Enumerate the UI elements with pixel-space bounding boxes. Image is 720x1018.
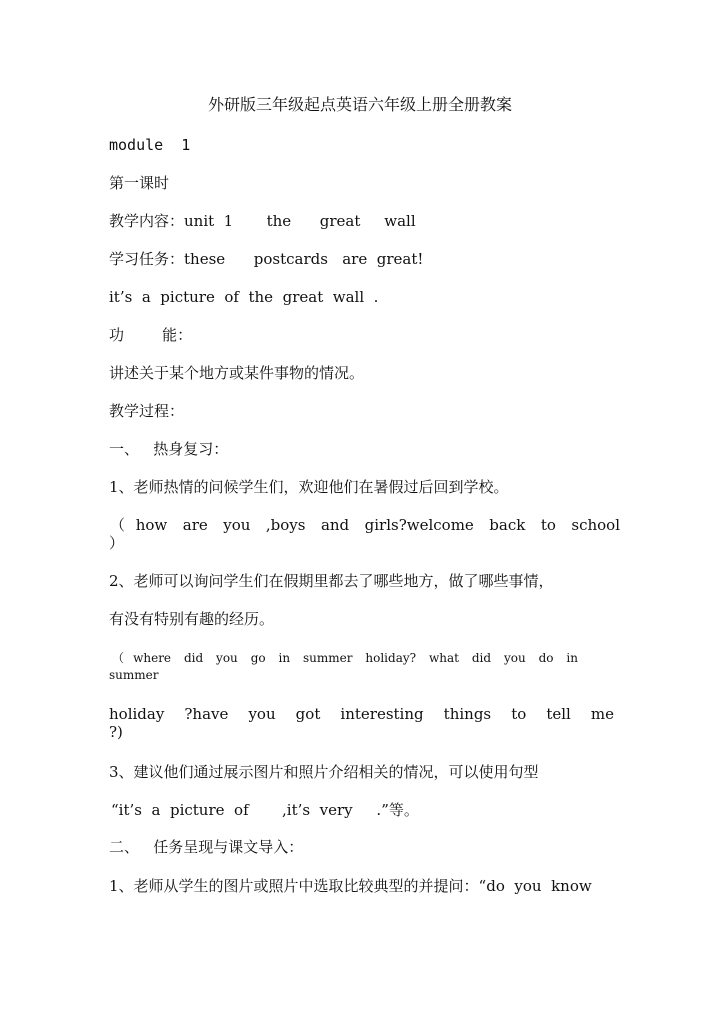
step-2-text: 2、老师可以询问学生们在假期里都去了哪些地方，做了哪些事情， xyxy=(109,572,554,590)
step-2-text-cont: 有没有特别有趣的经历。 xyxy=(109,610,275,628)
teaching-process-heading: 教学过程： xyxy=(109,402,185,420)
lesson-heading: 第一课时 xyxy=(109,174,170,192)
module-heading: module 1 xyxy=(109,136,191,154)
step-1-text: 1、老师热情的问候学生们，欢迎他们在暑假过后回到学校。 xyxy=(109,478,509,496)
step-2-english-close: ?) xyxy=(109,723,123,741)
function-label: 功 能： xyxy=(109,326,193,344)
step-2-english: （where did you go in summer holiday? what did you do in xyxy=(112,651,578,665)
step-1-english-close: ） xyxy=(109,534,125,552)
step-3-text: 3、建议他们通过展示图片和照片介绍相关的情况，可以使用句型 xyxy=(109,763,539,781)
step-2-english-line-3: holiday ?have you got interesting things to tell me xyxy=(109,705,614,723)
learning-task-sentence: it’s a picture of the great wall . xyxy=(109,288,379,306)
section-one-heading: 一、 热身复习： xyxy=(109,440,229,458)
function-description: 讲述关于某个地方或某件事物的情况。 xyxy=(109,364,365,382)
document-title: 外研版三年级起点英语六年级上册全册教案 xyxy=(207,95,512,114)
section-two-heading: 二、 任务呈现与课文导入： xyxy=(109,838,304,856)
teaching-content: 教学内容：unit 1 the great wall xyxy=(109,212,416,230)
step-3-sentence-pattern: “it’s a picture of ,it’s very .”等。 xyxy=(111,801,419,819)
learning-task: 学习任务：these postcards are great! xyxy=(109,250,424,268)
step-1-english: （how are you ,boys and girls?welcome back to school xyxy=(110,516,620,534)
section-two-step-1: 1、老师从学生的图片或照片中选取比较典型的并提问：“do you know xyxy=(109,877,592,895)
step-2-english-cont: summer xyxy=(109,668,159,682)
